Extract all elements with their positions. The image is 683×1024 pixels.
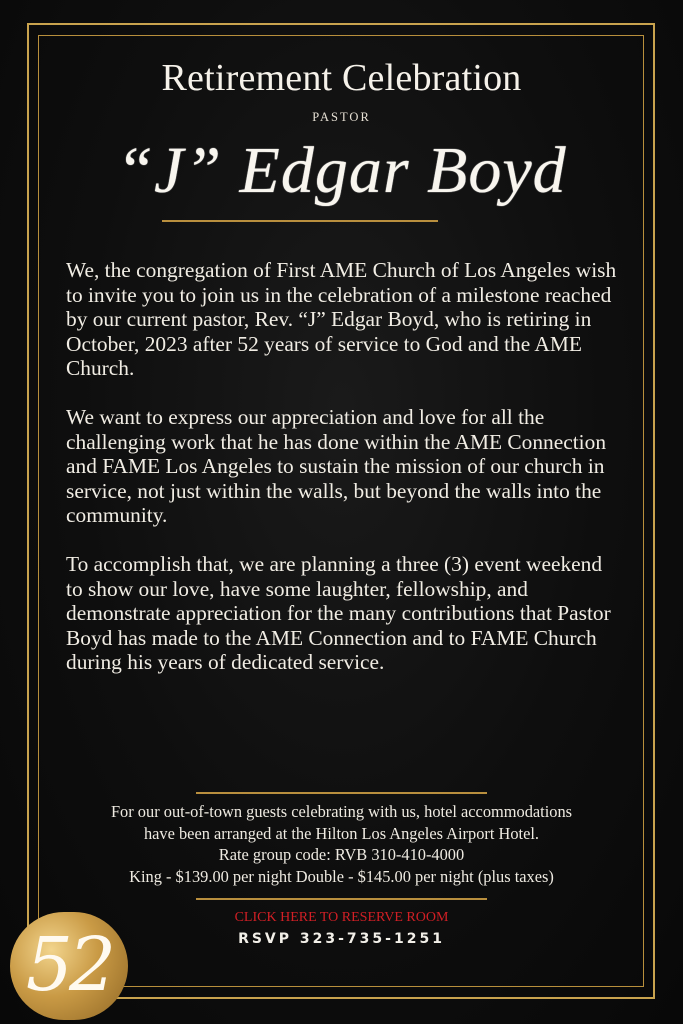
badge-number: 52 [25, 922, 113, 1008]
body-paragraph: We, the congregation of First AME Church of Los Angeles wish to invite you to join us in the celebration of a milestone reached by our current pastor, Rev. “J” Edgar Boyd, who is retiring in October, 2023 after 52 years of service to God and the AME Church. [66, 258, 617, 381]
hotel-line: Rate group code: RVB 310-410-4000 [218, 845, 465, 864]
invitation-body [66, 258, 622, 699]
hotel-line: have been arranged at the Hilton Los Angeles Airport Hotel. [143, 823, 540, 843]
reserve-room-link[interactable]: CLICK HERE TO RESERVE ROOM [234, 910, 449, 925]
section-divider [196, 898, 487, 900]
hotel-line: For our out-of-town guests celebrating with us, hotel accommodations [110, 802, 573, 821]
body-paragraph: We want to express our appreciation and love for all the challenging work that he has done within the AME Connection and FAME Los Angeles to sustain the mission of our church in service, not just within the walls, but beyond the walls into the community. [66, 404, 607, 528]
gold-52-badge [10, 912, 128, 1020]
hotel-line: King - $139.00 per night Double - $145.00 per night (plus taxes) [129, 866, 554, 886]
honoree-name: “J” Edgar Boyd [116, 134, 567, 207]
invitation-title: Retirement Celebration [161, 57, 522, 99]
pastor-label: PASTOR [312, 110, 371, 124]
hotel-info [50, 801, 633, 887]
name-underline-divider [162, 220, 438, 222]
section-divider [196, 792, 487, 794]
body-paragraph: To accomplish that, we are planning a three (3) event weekend to show our love, have some laughter, fellowship, and demonstrate appreciation for the many contributions that Pastor Boyd has made to the AME Connection and to FAME Church during his years of dedicated service. [66, 551, 611, 675]
rsvp-phone: RSVP 323-735-1251 [238, 931, 445, 947]
